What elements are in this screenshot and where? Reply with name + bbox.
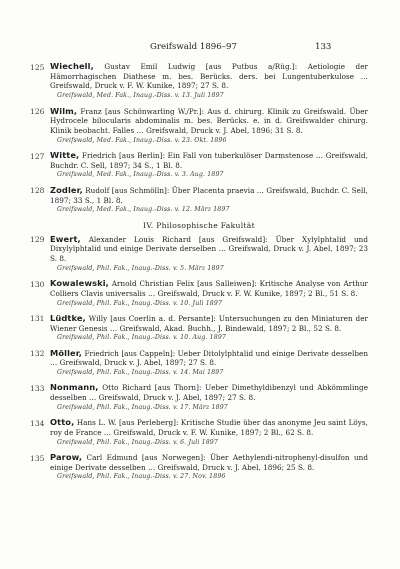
author-name: Witte,	[50, 150, 80, 160]
entry-text	[50, 314, 368, 333]
dissertation-note: Greifswald, Med. Fak., Inaug.-Diss. v. 13. Juli 1897	[57, 92, 224, 100]
entry-description: Willy [aus Coerlin a. d. Persante]: Untersuchungen zu den Miniaturen der Wiener Genesis … Greifswald, Akad. Buchh., J. Bindewald, 1897; 2 Bl., 52 S. 8.	[50, 313, 368, 333]
entry-description: Franz [aus Schönwarling W./Pr.]: Aus d. chirurg. Klinik zu Greifswald. Über Hydrocele bilocularis abdominalis m. bes. Berücks. e. in d. Greifswalder chirurg. Klinik beobacht. Falles … Greifswald, Druck v. J. Abel, 1896; 31 S. 8.	[50, 106, 368, 135]
entry-description: Friedrich [aus Berlin]: Ein Fall von tuberkulöser Darmstenose … Greifswald, Buchdr. C. Sell, 1897; 34 S., 1 Bl. 8.	[50, 151, 368, 170]
entry-number: 127	[30, 151, 45, 161]
entry-number: 125	[30, 62, 45, 72]
entry-text	[50, 107, 368, 136]
dissertation-note: Greifswald, Med. Fak., Inaug.-Diss. v. 23. Okt. 1896	[57, 136, 227, 144]
bibliography-entry	[30, 453, 368, 481]
dissertation-note: Greifswald, Med. Fak., Inaug.-Diss. v. 12. März 1897	[57, 206, 230, 214]
entry-description: Hans L. W. [aus Perleberg]: Kritische Studie über das anonyme Jeu saint Löys, roy de France … Greifswald, Druck v. F. W. Kunike, 1897; 2 Bl., 62 S. 8.	[50, 418, 368, 437]
dissertation-note: Greifswald, Phil. Fak., Inaug.-Diss. v. 5. März 1897	[57, 264, 224, 272]
entry-description: Alexander Louis Richard [aus Greifswald]: Über Xylylphtalid und Dixylylphtalid und einige Derivate derselben … Greifswald, Druck v. J. Abel, 1897; 23 S. 8.	[50, 234, 368, 263]
entry-description: Arnold Christian Felix [aus Salleiwen]: Kritische Analyse von Arthur Colliers Clavis universalis … Greifswald, Druck v. F. W. Kunike, 1897; 2 Bl., 51 S. 8.	[50, 279, 368, 298]
entry-list	[30, 62, 368, 488]
author-name: Parow,	[50, 452, 83, 463]
bibliography-entry	[30, 383, 368, 411]
entry-description: Rudolf [aus Schmölln]: Über Placenta praevia … Greifswald, Buchdr. C. Sell, 1897; 33 S., 1 Bl. 8.	[50, 185, 368, 205]
bibliography-entry	[30, 418, 368, 446]
dissertation-note: Greifswald, Phil. Fak., Inaug.-Diss. v. 10. Juli 1897	[57, 299, 223, 307]
author-name: Lüdtke,	[50, 312, 86, 323]
entry-description: Otto Richard [aus Thorn]: Ueber Dimethyldibenzyl und Abkömmlinge desselben … Greifswald, Druck v. J. Abel, 1897; 27 S. 8.	[50, 383, 368, 403]
entry-number: 128	[30, 186, 45, 196]
bibliography-entry	[30, 186, 368, 214]
entry-number: 132	[30, 349, 45, 359]
dissertation-note: Greifswald, Phil. Fak., Inaug.-Diss. v. 14. Mai 1897	[57, 369, 224, 377]
dissertation-note: Greifswald, Med. Fak., Inaug.-Diss. v. 3. Aug. 1897	[57, 171, 224, 179]
bibliography-entry	[30, 62, 368, 100]
section-heading: IV. Philosophische Fakultät	[143, 220, 255, 230]
running-header	[0, 42, 400, 56]
entry-number: 133	[30, 383, 45, 393]
entry-text	[50, 186, 368, 205]
dissertation-note: Greifswald, Phil. Fak., Inaug.-Diss. v. 6. Juli 1897	[57, 438, 218, 446]
author-name: Ewert,	[50, 233, 81, 244]
author-name: Wiechell,	[50, 61, 94, 71]
entry-number: 126	[30, 107, 45, 116]
dissertation-note: Greifswald, Phil. Fak., Inaug.-Diss. v. 10. Aug. 1897	[57, 334, 227, 342]
entry-number: 130	[30, 279, 45, 289]
page-number: 133	[315, 42, 332, 52]
bibliography-entry	[30, 279, 368, 307]
author-name: Kowalewski,	[50, 278, 109, 289]
entry-text	[50, 453, 368, 472]
bibliography-entry	[30, 151, 368, 179]
entry-number: 135	[30, 453, 45, 463]
bibliography-entry	[30, 107, 368, 145]
bibliography-entry	[30, 349, 368, 377]
entry-description: Gustav Emil Ludwig [aus Putbus a/Rüg.]: Aetiologie der Hämorrhagischen Diathese m. bes. Berücks. ders. bei Lungentuberkulose … Greifswald, Druck v. F. W. Kunike, 1897; 27 S. 8.	[50, 62, 368, 91]
author-name: Otto,	[50, 417, 75, 428]
dissertation-note: Greifswald, Phil. Fak., Inaug.-Diss. v. 17. März 1897	[57, 403, 228, 411]
entry-text	[50, 349, 368, 368]
entry-text	[50, 151, 368, 170]
entry-number: 129	[30, 235, 45, 245]
entry-description: Friedrich [aus Cappeln]: Ueber Ditolylphtalid und einige Derivate desselben … Greifswald, Druck v. J. Abel, 1897; 27 S. 8.	[50, 348, 368, 368]
author-name: Wilm,	[50, 105, 78, 116]
author-name: Zodler,	[50, 184, 83, 195]
bibliography-entry	[30, 314, 368, 342]
entry-text	[50, 279, 368, 298]
entry-number: 134	[30, 418, 45, 428]
entry-text	[50, 62, 368, 91]
medicine-entries	[30, 62, 368, 214]
bibliography-entry	[30, 235, 368, 273]
author-name: Möller,	[50, 347, 82, 358]
entry-text	[50, 235, 368, 264]
entry-number: 131	[30, 314, 45, 324]
entry-text	[50, 383, 368, 402]
entry-text	[50, 418, 368, 437]
header-title: Greifswald 1896–97	[150, 42, 237, 52]
entry-description: Carl Edmund [aus Norwegen]: Über Aethylendi-nitrophenyl-disulfon und einige Derivate desselben … Greifswald, Druck v. J. Abel, 1896; 25 S. 8.	[50, 453, 368, 472]
philosophy-entries	[30, 235, 368, 482]
author-name: Nonmann,	[50, 382, 99, 393]
dissertation-note: Greifswald, Phil. Fak., Inaug.-Diss. v. 27. Nov. 1896	[57, 473, 226, 481]
